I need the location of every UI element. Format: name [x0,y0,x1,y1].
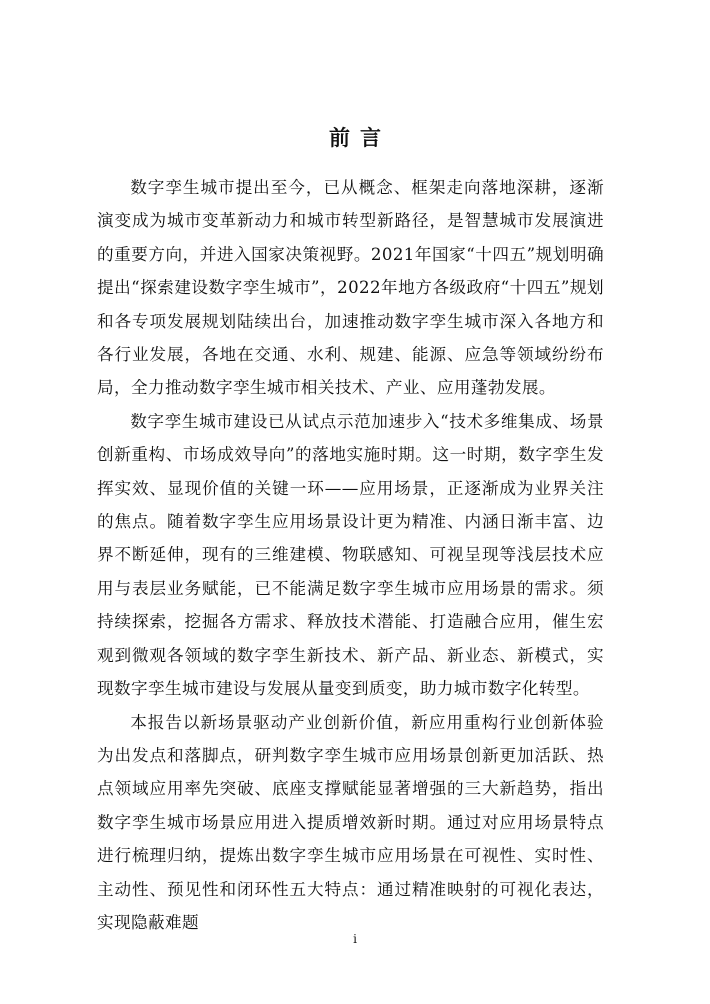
page-title: 前言 [329,125,391,150]
document-body [97,171,604,939]
paragraph-1: 数字孪生城市提出至今，已从概念、框架走向落地深耕，逐渐演变成为城市变革新动力和城市转型新路径，是智慧城市发展演进的重要方向，并进入国家决策视野。2021年国家“十四五”规划明确提出“探索建设数字孪生城市”，2022年地方各级政府“十四五”规划和各专项发展规划陆续出台，加速推动数字孪生城市深入各地方和各行业发展，各地在交通、水利、规建、能源、应急等领域纷纷布局，全力推动数字孪生城市相关技术、产业、应用蓬勃发展。 [97,178,604,398]
paragraph-3: 本报告以新场景驱动产业创新价值，新应用重构行业创新体验为出发点和落脚点，研判数字孪生城市应用场景创新更加活跃、热点领域应用率先突破、底座支撑赋能显著增强的三大新趋势，指出数字孪生城市场景应用进入提质增效新时期。通过对应用场景特点进行梳理归纳，提炼出数字孪生城市应用场景在可视性、实时性、主动性、预见性和闭环性五大特点：通过精准映射的可视化表达，实现隐蔽难题 [97,712,604,932]
paragraph-2: 数字孪生城市建设已从试点示范加速步入“技术多维集成、场景创新重构、市场成效导向”的落地实施时期。这一时期，数字孪生发挥实效、显现价值的关键一环——应用场景，正逐渐成为业界关注的焦点。随着数字孪生应用场景设计更为精准、内涵日渐丰富、边界不断延伸，现有的三维建模、物联感知、可视呈现等浅层技术应用与表层业务赋能，已不能满足数字孪生城市应用场景的需求。须持续探索，挖掘各方需求、释放技术潜能、打造融合应用，催生宏观到微观各领域的数字孪生新技术、新产品、新业态、新模式，实现数字孪生城市建设与发展从量变到质变，助力城市数字化转型。 [97,411,604,699]
page-number: i [353,932,357,946]
